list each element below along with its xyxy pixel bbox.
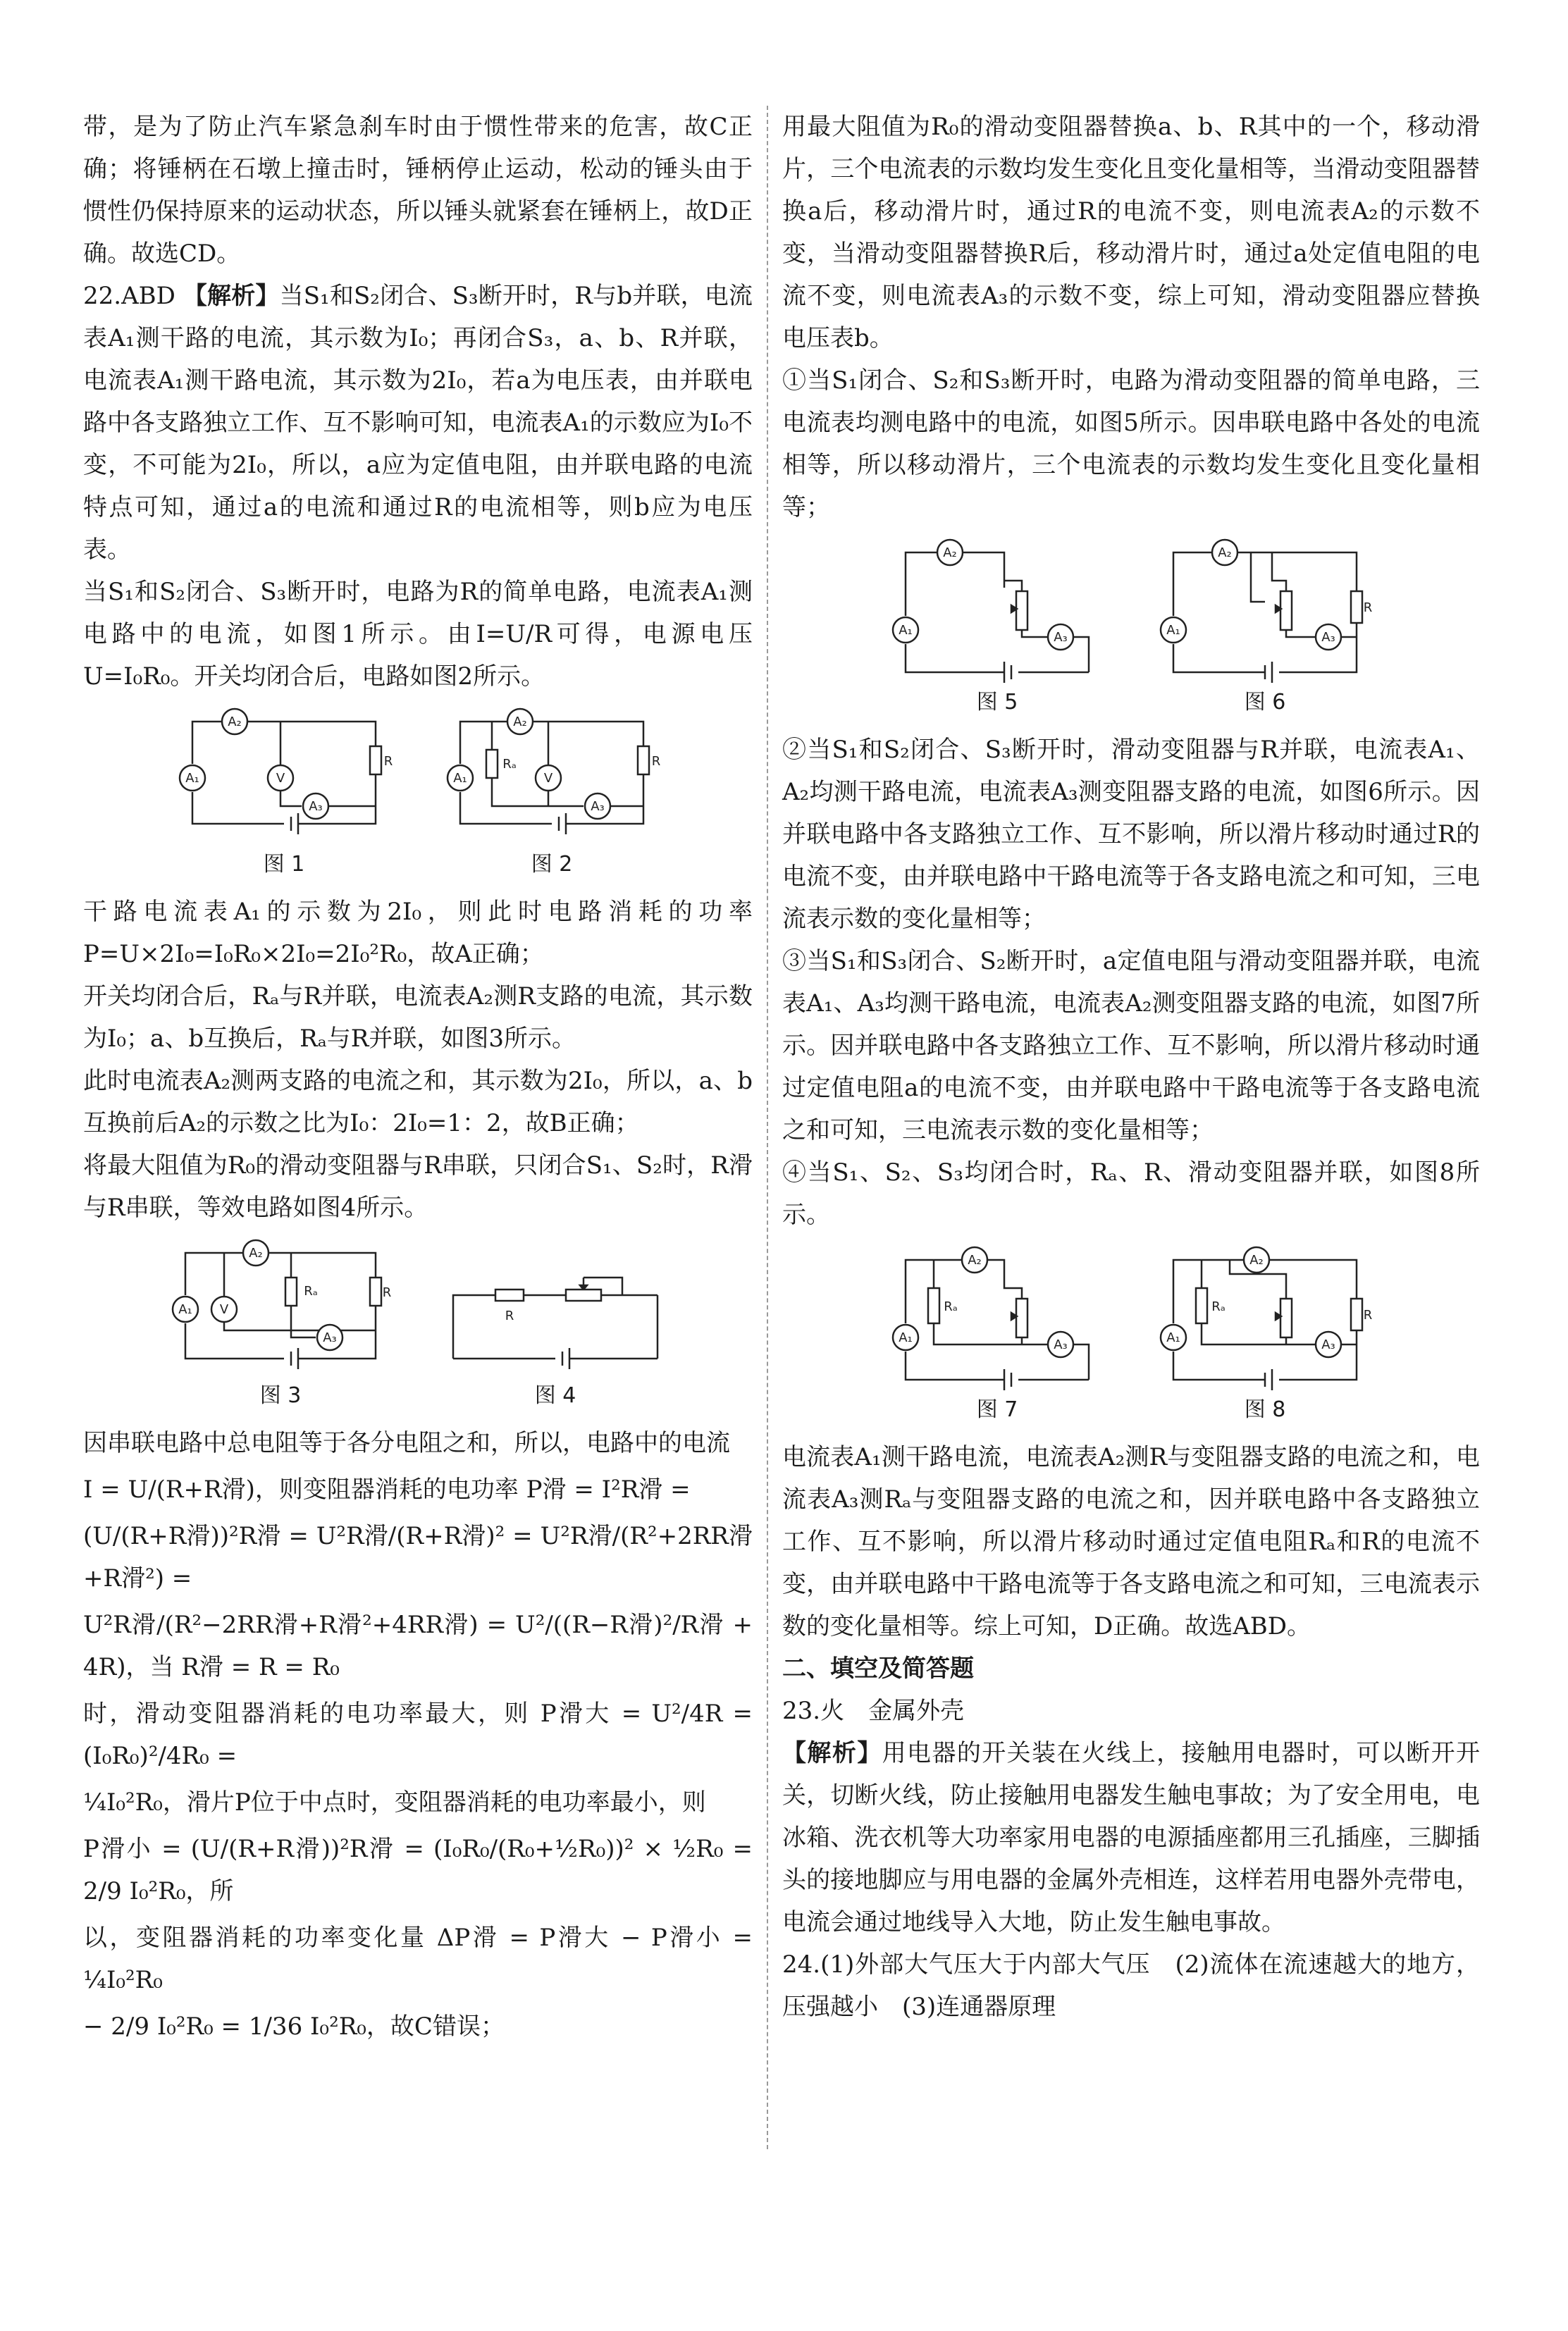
- ammeter-a3-label: A₃: [1054, 630, 1068, 645]
- paragraph: ③当S₁和S₃闭合、S₂断开时，a定值电阻与滑动变阻器并联，电流表A₁、A₃均测干路电流，电流表A₂测变阻器支路的电流，如图7所示。因并联电路中各支路独立工作、互不影响，所以滑片移动时通过定值电阻a的电流不变，由并联电路中干路电流等于各支路电流之和可知，三电流表示数的变化量相等；: [782, 947, 1480, 1144]
- paragraph: 将最大阻值为R₀的滑动变阻器与R串联，只闭合S₁、S₂时，R滑与R串联，等效电路如图4所示。: [83, 1151, 753, 1222]
- ammeter-a2-label: A₂: [943, 545, 957, 560]
- resistor-r-label: R: [1363, 600, 1373, 615]
- circuit-diagram: [1159, 1246, 1371, 1394]
- formula-line: 以，变阻器消耗的功率变化量 ΔP滑 = P滑大 − P滑小 = ¼I₀²R₀: [83, 1924, 753, 1994]
- paragraph: 电流表A₁测干路电流，电流表A₂测R与变阻器支路的电流之和，电流表A₃测Rₐ与变阻器支路的电流之和，因并联电路中各支路独立工作、互不影响，所以滑片移动时通过定值电阻Rₐ和R的电流不变，由并联电路中干路电流等于各支路电流之和可知，三电流表示数的变化量相等。综上可知，D正确。故选ABD。: [782, 1443, 1480, 1640]
- paragraph: 当S₁和S₂闭合、S₃断开时，R与b并联，电流表A₁测干路的电流，其示数为I₀；再闭合S₃，a、b、R并联，电流表A₁测干路电流，其示数为2I₀，若a为电压表，由并联电路中各支路独立工作、互不影响可知，电流表A₁的示数应为I₀不变，不可能为2I₀，所以，a应为定值电阻，由并联电路的电流特点可知，通过a的电流和通过R的电流相等，则b应为电压表。: [83, 282, 753, 564]
- resistor-r-label: R: [1363, 1308, 1373, 1323]
- voltmeter-label: V: [276, 771, 285, 786]
- paragraph: ④当S₁、S₂、S₃均闭合时，Rₐ、R、滑动变阻器并联，如图8所示。: [782, 1158, 1480, 1229]
- formula-line: ¼I₀²R₀，滑片P位于中点时，变阻器消耗的电功率最小，则: [83, 1788, 706, 1817]
- ammeter-a2-label: A₂: [513, 715, 527, 729]
- ammeter-a3-label: A₃: [1321, 630, 1335, 645]
- right-column: [782, 106, 1480, 2028]
- figure-caption: 图 6: [1244, 690, 1286, 715]
- figure-caption: 图 3: [259, 1383, 302, 1408]
- question-23-answer: 23.火 金属外壳: [782, 1697, 965, 1725]
- resistor-ra-label: Rₐ: [502, 757, 517, 772]
- analysis-tag: 【解析】: [782, 1739, 882, 1767]
- section-heading: 二、填空及简答题: [782, 1655, 974, 1683]
- circuit-diagram: [178, 707, 393, 848]
- circuit-diagram: [891, 1246, 1103, 1394]
- ammeter-a3-label: A₃: [309, 799, 323, 814]
- left-column: [83, 106, 753, 2052]
- ammeter-a2-label: A₂: [228, 715, 242, 729]
- paragraph: 用电器的开关装在火线上，接触用电器时，可以断开开关，切断火线，防止接触用电器发生触电事故；为了安全用电，电冰箱、洗衣机等大功率家用电器的电源插座都用三孔插座，三脚插头的接地脚应与用电器的金属外壳相连，这样若用电器外壳带电，电流会通过地线导入大地，防止发生触电事故。: [782, 1739, 1481, 1936]
- resistor-ra-label: Rₐ: [304, 1284, 318, 1299]
- circuit-diagram: [446, 1239, 665, 1380]
- analysis-tag: 【解析】: [183, 282, 280, 310]
- figure-1: [178, 707, 393, 881]
- ammeter-a1-label: A₁: [899, 1330, 913, 1345]
- column-divider: [767, 106, 768, 2149]
- formula-line: I = U/(R+R滑)，则变阻器消耗的电功率 P滑 = I²R滑 =: [83, 1476, 691, 1504]
- paragraph: ①当S₁闭合、S₂和S₃断开时，电路为滑动变阻器的简单电路，三电流表均测电路中的电流，如图5所示。因串联电路中各处的电流相等，所以移动滑片，三个电流表的示数均发生变化且变化量相等；: [782, 366, 1480, 521]
- figure-caption: 图 2: [531, 852, 573, 877]
- ammeter-a3-label: A₃: [1321, 1337, 1335, 1352]
- voltmeter-label: V: [219, 1302, 229, 1317]
- resistor-ra-label: Rₐ: [1211, 1299, 1226, 1314]
- resistor-r-label: R: [505, 1309, 514, 1323]
- figure-3: [171, 1239, 390, 1412]
- figure-7: [891, 1246, 1103, 1426]
- ammeter-a1-label: A₁: [899, 623, 913, 638]
- figure-row-3-4: [83, 1239, 753, 1412]
- ammeter-a1-label: A₁: [1166, 623, 1180, 638]
- figure-row-5-6: [782, 538, 1480, 719]
- ammeter-a1-label: A₁: [185, 771, 199, 786]
- resistor-ra-label: Rₐ: [944, 1299, 958, 1314]
- ammeter-a2-label: A₂: [1218, 545, 1232, 560]
- formula-line: 时，滑动变阻器消耗的电功率最大，则 P滑大 = U²/4R = (I₀R₀)²/4R₀ =: [83, 1700, 753, 1770]
- figure-caption: 图 7: [976, 1397, 1018, 1422]
- resistor-r-label: R: [383, 754, 393, 769]
- resistor-r-label: R: [651, 754, 661, 769]
- ammeter-a1-label: A₁: [453, 771, 467, 786]
- figure-8: [1159, 1246, 1371, 1426]
- question-number: 22.ABD: [83, 282, 175, 310]
- figure-4: [446, 1239, 665, 1412]
- ammeter-a3-label: A₃: [1054, 1337, 1068, 1352]
- figure-caption: 图 8: [1244, 1397, 1286, 1422]
- figure-caption: 图 5: [976, 690, 1018, 715]
- circuit-diagram: [446, 707, 661, 848]
- ammeter-a3-label: A₃: [591, 799, 605, 814]
- ammeter-a2-label: A₂: [249, 1246, 263, 1261]
- resistor-r-label: R: [382, 1285, 392, 1300]
- question-24-answer: 24.(1)外部大气压大于内部大气压 (2)流体在流速越大的地方，压强越小 (3)连通器原理: [782, 1950, 1480, 2021]
- paragraph: 当S₁和S₂闭合、S₃断开时，电路为R的简单电路，电流表A₁测电路中的电流，如图1所示。由I=U/R可得，电源电压U=I₀R₀。开关均闭合后，电路如图2所示。: [83, 578, 753, 691]
- paragraph: 干路电流表A₁的示数为2I₀，则此时电路消耗的功率P=U×2I₀=I₀R₀×2I₀=2I₀²R₀，故A正确；: [83, 898, 753, 968]
- circuit-diagram: [171, 1239, 390, 1380]
- question-23-analysis: [782, 1732, 1480, 1943]
- paragraph: 开关均闭合后，Rₐ与R并联，电流表A₂测R支路的电流，其示数为I₀；a、b互换后，Rₐ与R并联，如图3所示。: [83, 982, 753, 1053]
- figure-caption: 图 4: [534, 1383, 576, 1408]
- formula-line: P滑小 = (U/(R+R滑))²R滑 = (I₀R₀/(R₀+½R₀))² × ½R₀ = 2/9 I₀²R₀，所: [83, 1835, 753, 1905]
- paragraph: 因串联电路中总电阻等于各分电阻之和，所以，电路中的电流: [83, 1429, 730, 1457]
- formula-line: U²R滑/(R²−2RR滑+R滑²+4RR滑) = U²/((R−R滑)²/R滑 + 4R)，当 R滑 = R = R₀: [83, 1611, 753, 1681]
- ammeter-a2-label: A₂: [968, 1253, 982, 1268]
- paragraph: 此时电流表A₂测两支路的电流之和，其示数为2I₀，所以，a、b互换前后A₂的示数之比为I₀：2I₀=1：2，故B正确；: [83, 1067, 753, 1137]
- circuit-diagram: [891, 538, 1103, 686]
- figure-row-7-8: [782, 1246, 1480, 1426]
- paragraph: ②当S₁和S₂闭合、S₃断开时，滑动变阻器与R并联，电流表A₁、A₂均测干路电流，电流表A₃测变阻器支路的电流，如图6所示。因并联电路中各支路独立工作、互不影响，所以滑片移动时通过R的电流不变，由并联电路中干路电流等于各支路电流之和可知，三电流表示数的变化量相等；: [782, 736, 1480, 933]
- ammeter-a1-label: A₁: [178, 1302, 192, 1317]
- figure-caption: 图 1: [263, 852, 305, 877]
- ammeter-a2-label: A₂: [1249, 1253, 1264, 1268]
- figure-6: [1159, 538, 1371, 719]
- formula-line: − 2/9 I₀²R₀ = 1/36 I₀²R₀，故C错误；: [83, 2012, 505, 2041]
- figure-2: [446, 707, 661, 881]
- ammeter-a1-label: A₁: [1166, 1330, 1180, 1345]
- formula-line: (U/(R+R滑))²R滑 = U²R滑/(R+R滑)² = U²R滑/(R²+2RR滑+R滑²) =: [83, 1522, 753, 1593]
- ammeter-a3-label: A₃: [323, 1330, 337, 1345]
- paragraph: 带，是为了防止汽车紧急刹车时由于惯性带来的危害，故C正确；将锤柄在石墩上撞击时，锤柄停止运动，松动的锤头由于惯性仍保持原来的运动状态，所以锤头就紧套在锤柄上，故D正确。故选CD。: [83, 113, 753, 268]
- circuit-diagram: [1159, 538, 1371, 686]
- question-22: [83, 275, 753, 571]
- figure-row-1-2: [83, 707, 753, 881]
- paragraph: 用最大阻值为R₀的滑动变阻器替换a、b、R其中的一个，移动滑片，三个电流表的示数均发生变化且变化量相等，当滑动变阻器替换a后，移动滑片时，通过R的电流不变，则电流表A₂的示数不变，当滑动变阻器替换R后，移动滑片时，通过a处定值电阻的电流不变，则电流表A₃的示数不变，综上可知，滑动变阻器应替换电压表b。: [782, 113, 1480, 352]
- figure-5: [891, 538, 1103, 719]
- voltmeter-label: V: [543, 771, 553, 786]
